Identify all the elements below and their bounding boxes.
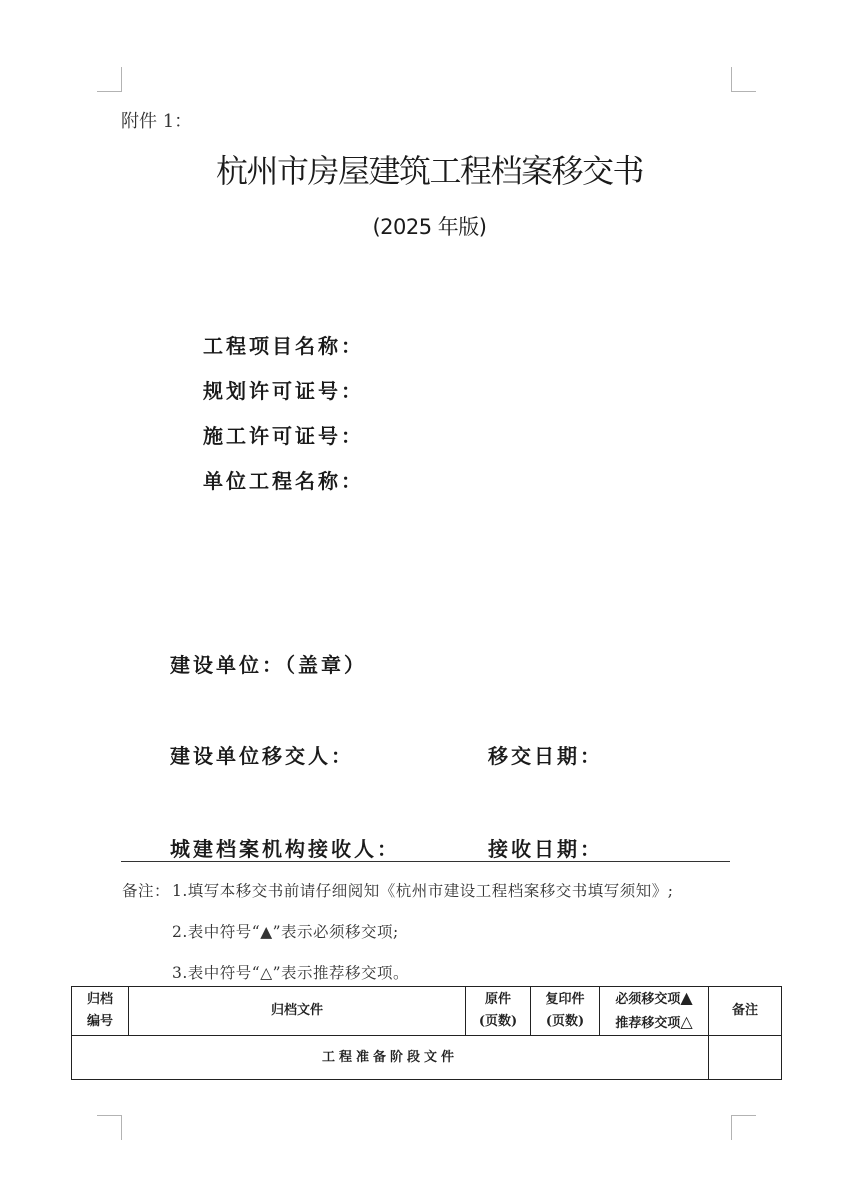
header-copy-line1: 复印件: [545, 992, 585, 1007]
project-name-label: 工程项目名称：: [203, 334, 364, 358]
stage-remarks-cell: [709, 1036, 782, 1080]
header-original-line2: (页数): [478, 1014, 518, 1029]
header-remarks: 备注: [709, 987, 782, 1036]
crop-mark-bottom-left: [97, 1115, 122, 1140]
builder-seal-label: 建设单位：（盖章）: [170, 653, 367, 677]
note-item-2: 2.表中符号“▲”表示必须移交项;: [172, 923, 399, 941]
header-recommended: [600, 1011, 708, 1035]
transfer-date-label: 移交日期：: [488, 744, 603, 768]
unit-project-name-label: 单位工程名称：: [203, 469, 364, 493]
header-archive-no: [72, 987, 129, 1036]
notes-prefix: 备注：: [122, 882, 171, 900]
header-transfer-type: [600, 987, 709, 1036]
header-original-line1: 原件: [484, 992, 511, 1007]
outline-triangle-icon: △: [680, 1012, 693, 1031]
header-required: [600, 987, 708, 1011]
stage-label-cell: 工程准备阶段文件: [72, 1036, 709, 1080]
archive-receiver-label: 城建档案机构接收人：: [170, 837, 400, 861]
divider-line: [121, 861, 730, 862]
header-copy-line2: (页数): [545, 1014, 585, 1029]
receive-date-label: 接收日期：: [488, 837, 603, 861]
edition-label: (2025 年版): [372, 215, 487, 239]
crop-mark-top-right: [731, 67, 756, 92]
planning-permit-label: 规划许可证号：: [203, 379, 364, 403]
header-original: [466, 987, 531, 1036]
header-recommended-label: 推荐移交项: [615, 1016, 681, 1031]
filled-triangle-icon: ▲: [680, 988, 693, 1007]
note-item-1: 1.填写本移交书前请仔细阅知《杭州市建设工程档案移交书填写须知》;: [172, 882, 674, 900]
document-title: 杭州市房屋建筑工程档案移交书: [215, 152, 643, 190]
table-header-row: [72, 987, 782, 1036]
attachment-label: 附件 1：: [121, 111, 193, 132]
archive-files-table: [71, 986, 782, 1080]
construction-permit-label: 施工许可证号：: [203, 424, 364, 448]
builder-transferor-label: 建设单位移交人：: [170, 744, 354, 768]
crop-mark-top-left: [97, 67, 122, 92]
header-copy: [531, 987, 600, 1036]
header-required-label: 必须移交项: [615, 992, 681, 1007]
header-archive-file: 归档文件: [129, 987, 466, 1036]
table-row: [72, 1036, 782, 1080]
header-archive-no-line1: 归档: [86, 992, 113, 1007]
note-item-3: 3.表中符号“△”表示推荐移交项。: [172, 964, 410, 982]
header-archive-no-line2: 编号: [86, 1014, 113, 1029]
crop-mark-bottom-right: [731, 1115, 756, 1140]
